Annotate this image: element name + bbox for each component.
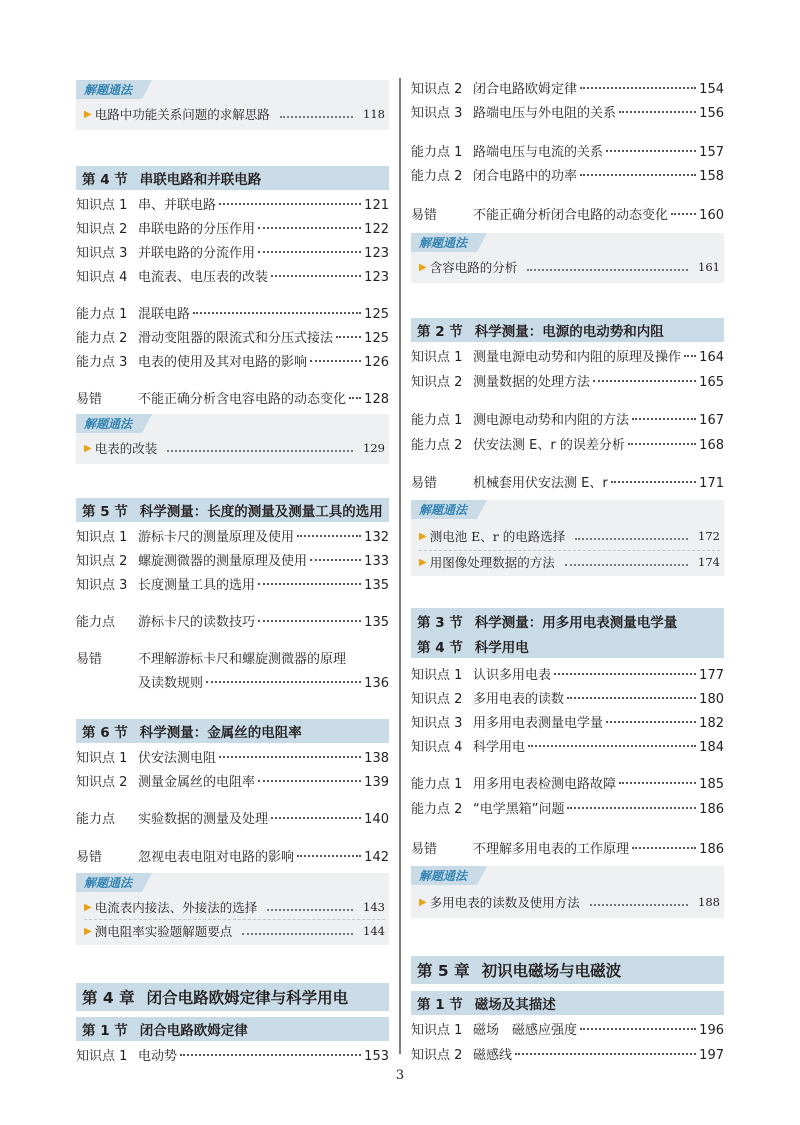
tip-link[interactable]: ▶ 多用电表的读数及使用方法 188 (419, 895, 720, 910)
toc-entry[interactable]: 能力点 2 “电学黑箱”问题 186 (411, 802, 724, 817)
tip-box (76, 80, 389, 130)
tip-heading: 解题通法 (411, 233, 477, 252)
tip-box (411, 500, 724, 576)
toc-entry[interactable]: 知识点 4 电流表、电压表的改装 123 (76, 270, 389, 285)
tip-link[interactable]: ▶ 电表的改装 129 (84, 441, 385, 456)
toc-entry[interactable]: 易错 不理解游标卡尺和螺旋测微器的原理 及读数规则 136 (76, 652, 389, 691)
toc-entry[interactable]: 知识点 2 测量金属丝的电阻率 139 (76, 775, 389, 790)
toc-entry[interactable]: 易错 忽视电表电阻对电路的影响 142 (76, 850, 389, 865)
tip-box (411, 233, 724, 283)
toc-entry[interactable]: 知识点 2 串联电路的分压作用 122 (76, 222, 389, 237)
tip-box (76, 873, 389, 945)
toc-entry[interactable]: 知识点 3 用多用电表测量电学量 182 (411, 716, 724, 731)
triangle-icon: ▶ (84, 108, 92, 120)
toc-entry[interactable]: 知识点 1 游标卡尺的测量原理及使用 132 (76, 530, 389, 545)
triangle-icon: ▶ (419, 896, 427, 908)
toc-entry[interactable]: 能力点 2 滑动变阻器的限流式和分压式接法 125 (76, 331, 389, 346)
tip-heading: 解题通法 (76, 414, 142, 433)
triangle-icon: ▶ (419, 261, 427, 273)
toc-entry[interactable]: 易错 不能正确分析闭合电路的动态变化 160 (411, 208, 724, 223)
column-divider (399, 78, 401, 1054)
tip-link[interactable] (84, 104, 385, 124)
section-heading: 第 6 节 科学测量：金属丝的电阻率 (76, 719, 389, 743)
tip-link[interactable]: ▶ 测电阻率实验题解题要点 144 (84, 924, 385, 939)
triangle-icon: ▶ (419, 556, 427, 568)
section-heading: 第 4 节 串联电路和并联电路 (76, 166, 389, 190)
triangle-icon: ▶ (84, 442, 92, 454)
tip-page: 118 (363, 107, 385, 121)
section-heading: 第 5 节 科学测量：长度的测量及测量工具的选用 (76, 498, 389, 522)
tip-link[interactable]: ▶ 电流表内接法、外接法的选择 143 (84, 900, 385, 915)
toc-entry[interactable]: 知识点 2 测量数据的处理方法 165 (411, 375, 724, 390)
tip-heading: 解题通法 (76, 873, 142, 892)
page-number: 3 (395, 1068, 405, 1083)
toc-entry[interactable]: 知识点 1 串、并联电路 121 (76, 198, 389, 213)
tip-heading: 解题通法 (76, 80, 142, 99)
toc-entry[interactable]: 知识点 2 螺旋测微器的测量原理及使用 133 (76, 554, 389, 569)
toc-entry[interactable]: 能力点 3 电表的使用及其对电路的影响 126 (76, 355, 389, 370)
toc-entry[interactable]: 知识点 4 科学用电 184 (411, 740, 724, 755)
tip-box (411, 866, 724, 918)
chapter-heading: 第 4 章 闭合电路欧姆定律与科学用电 (76, 983, 389, 1011)
toc-entry[interactable]: 能力点 实验数据的测量及处理 140 (76, 812, 389, 827)
toc-entry[interactable]: 易错 不能正确分析含电容电路的动态变化 128 (76, 392, 389, 407)
toc-entry[interactable]: 知识点 1 伏安法测电阻 138 (76, 751, 389, 766)
triangle-icon: ▶ (84, 925, 92, 937)
toc-entry[interactable]: 知识点 2 闭合电路欧姆定律 154 (411, 82, 724, 97)
tip-link[interactable]: ▶ 用图像处理数据的方法 174 (419, 555, 720, 570)
chapter-heading: 第 5 章 初识电磁场与电磁波 (411, 956, 724, 984)
tip-box (76, 414, 389, 464)
toc-entry[interactable]: 能力点 1 测电源电动势和内阻的方法 167 (411, 413, 724, 428)
toc-entry[interactable]: 能力点 1 路端电压与电流的关系 157 (411, 145, 724, 160)
section-heading: 第 2 节 科学测量：电源的电动势和内阻 (411, 318, 724, 342)
toc-entry[interactable]: 能力点 1 混联电路 125 (76, 307, 389, 322)
section-heading: 第 1 节 磁场及其描述 (411, 991, 724, 1015)
toc-entry[interactable]: 知识点 1 磁场 磁感应强度 196 (411, 1023, 724, 1038)
tip-title: 电路中功能关系问题的求解思路 (94, 107, 270, 122)
section-heading: 第 1 节 闭合电路欧姆定律 (76, 1017, 389, 1041)
section-heading: 第 3 节 科学测量：用多用电表测量电学量 第 4 节 科学用电 (411, 608, 724, 658)
toc-entry[interactable]: 知识点 3 路端电压与外电阻的关系 156 (411, 106, 724, 121)
toc-entry[interactable]: 知识点 2 多用电表的读数 180 (411, 692, 724, 707)
triangle-icon: ▶ (419, 530, 427, 542)
toc-entry[interactable]: 知识点 3 长度测量工具的选用 135 (76, 578, 389, 593)
toc-entry[interactable]: 能力点 1 用多用电表检测电路故障 185 (411, 777, 724, 792)
toc-entry[interactable]: 能力点 游标卡尺的读数技巧 135 (76, 615, 389, 630)
toc-entry[interactable]: 能力点 2 闭合电路中的功率 158 (411, 169, 724, 184)
toc-entry[interactable]: 能力点 2 伏安法测 E、r 的误差分析 168 (411, 438, 724, 453)
toc-entry[interactable]: 知识点 1 认识多用电表 177 (411, 668, 724, 683)
toc-entry[interactable]: 知识点 1 电动势 153 (76, 1049, 389, 1064)
tip-heading: 解题通法 (411, 866, 477, 885)
toc-entry[interactable]: 易错 机械套用伏安法测 E、r 171 (411, 476, 724, 491)
tip-link[interactable]: ▶ 含容电路的分析 161 (419, 260, 720, 275)
tip-link[interactable]: ▶ 测电池 E、r 的电路选择 172 (419, 529, 720, 544)
toc-entry[interactable]: 知识点 2 磁感线 197 (411, 1048, 724, 1063)
triangle-icon: ▶ (84, 901, 92, 913)
tip-heading: 解题通法 (411, 500, 477, 519)
toc-entry[interactable]: 知识点 3 并联电路的分流作用 123 (76, 246, 389, 261)
toc-entry[interactable]: 知识点 1 测量电源电动势和内阻的原理及操作 164 (411, 350, 724, 365)
toc-entry[interactable]: 易错 不理解多用电表的工作原理 186 (411, 842, 724, 857)
